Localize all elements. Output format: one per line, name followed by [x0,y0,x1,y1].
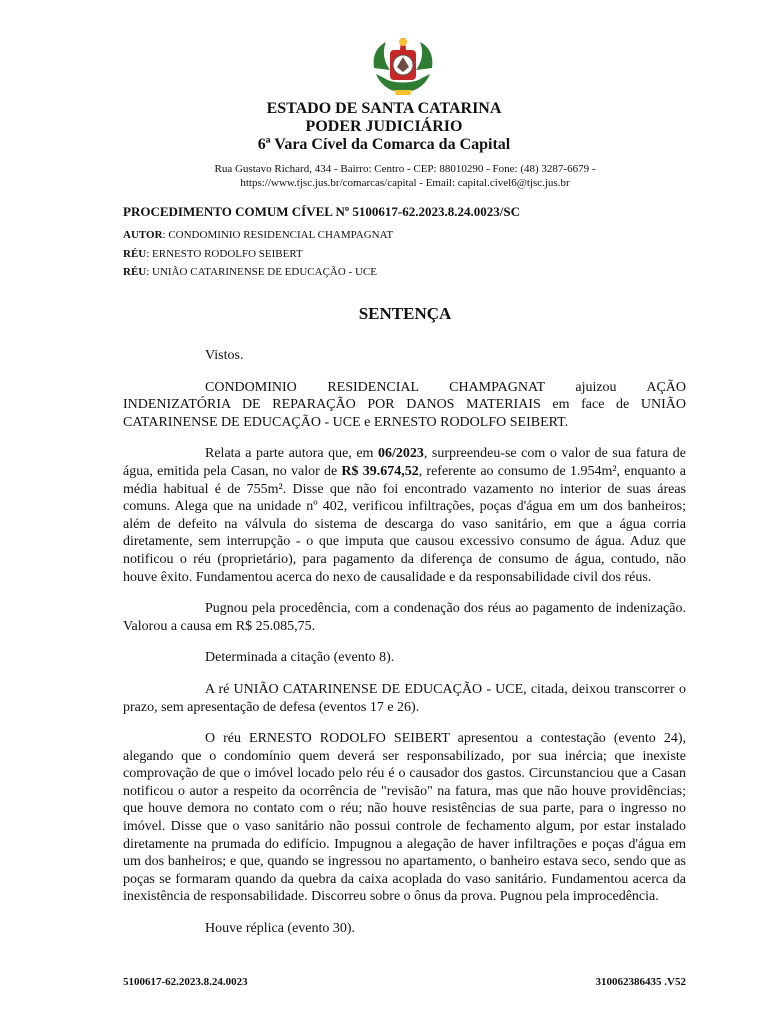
party-role: AUTOR [123,229,163,241]
paragraph: Pugnou pela procedência, com a condenação dos réus ao pagamento de indenização. Valorou a causa em R$ 25.085,75. [123,601,686,634]
paragraph [123,445,686,586]
paragraph: Determinada a citação (evento 8). [205,650,395,666]
paragraph: Vistos. [205,348,244,363]
text-run: , surpreendeu-se com o valor de sua fatura de água, emitida pela Casan, no valor de [123,446,687,479]
party-name: : CONDOMINIO RESIDENCIAL CHAMPAGNAT [162,229,394,241]
date-highlight: 06/2023 [377,446,424,462]
paragraph: CONDOMINIO RESIDENCIAL CHAMPAGNAT ajuizou AÇÃO INDENIZATÓRIA DE REPARAÇÃO POR DANOS MATERIAIS em face de UNIÃO CATARINENSE DE EDUCAÇÃO - UCE e ERNESTO RODOLFO SEIBERT. [123,379,686,430]
footer-document-code: 310062386435 .V52 [595,976,686,988]
party-defendant [123,248,303,260]
judiciary-heading: PODER JUDICIÁRIO [305,118,463,135]
procedure-number: PROCEDIMENTO COMUM CÍVEL Nº 5100617-62.2023.8.24.0023/SC [123,204,520,219]
court-heading: 6ª Vara Cível da Comarca da Capital [257,136,511,153]
paragraph: O réu ERNESTO RODOLFO SEIBERT apresentou a contestação (evento 24), alegando que o condomínio quem deverá ser responsabilizado, por sua inércia; que inexiste comprovação de que o imóvel locado pelo réu é o causador dos gastos. Circunstanciou que a Casan notificou o autor a respeito da ocorrência de "revisão" na fatura, mas que não houve providências; que houve demora no contato com o réu; não houve resistências de sua parte, para o ingresso no imóvel. Disse que o vaso sanitário não possui controle de fechamento algum, por estar instalado diretamente na prumada do edifício. Impugnou a alegação de haver infiltrações e poças d'água em um dos banheiros; e que, quando se ingressou no apartamento, o banheiro estava seco, sendo que as poças se formaram quando da quebra da caixa acoplada do vaso sanitário. Fundamentou acerca da inexistência de responsabilidade. Discorreu sobre o ônus da prova. Pugnou pela improcedência. [123,731,686,905]
party-name: : UNIÃO CATARINENSE DE EDUCAÇÃO - UCE [146,266,377,278]
court-address: Rua Gustavo Richard, 434 - Bairro: Centro - CEP: 88010290 - Fone: (48) 3287-6679 - [214,163,596,175]
party-defendant [123,266,377,278]
amount-highlight: R$ 39.674,52 [341,463,419,479]
party-role: RÉU [123,266,147,278]
paragraph: A ré UNIÃO CATARINENSE DE EDUCAÇÃO - UCE, citada, deixou transcorrer o prazo, sem apresentação de defesa (eventos 17 e 26). [123,681,686,715]
coat-of-arms-icon [368,34,438,98]
party-role: RÉU [123,248,147,260]
party-name: : ERNESTO RODOLFO SEIBERT [146,248,303,260]
party-plaintiff [123,229,393,241]
text-run: , referente ao consumo de 1.954m², enquanto a média habitual é de 755m². Disse que não foi encontrado vazamento no interior de suas áreas comuns. Alega que na unidade nº 402, verificou infiltrações, poças d'água em um dos banheiros; além de defeito na válvula do sistema de descarga do vaso sanitário, em que a água corria diretamente, sem interrupção - o que imputa que causou excessivo consumo de água. Aduz que notificou o réu (proprietário), para pagamento da diferença de consumo de água, contudo, não houve êxito. Fundamentou acerca do nexo de causalidade e da responsabilidade civil dos réus. [123,463,686,585]
document-body [123,347,686,952]
text-run: Relata a parte autora que, em [205,446,378,462]
court-contact: https://www.tjsc.jus.br/comarcas/capital - Email: capital.civel6@tjsc.jus.br [240,177,570,189]
paragraph: Houve réplica (evento 30). [205,921,356,937]
document-title: SENTENÇA [358,304,452,323]
state-heading: ESTADO DE SANTA CATARINA [266,100,502,117]
footer-process-number: 5100617-62.2023.8.24.0023 [123,976,248,988]
